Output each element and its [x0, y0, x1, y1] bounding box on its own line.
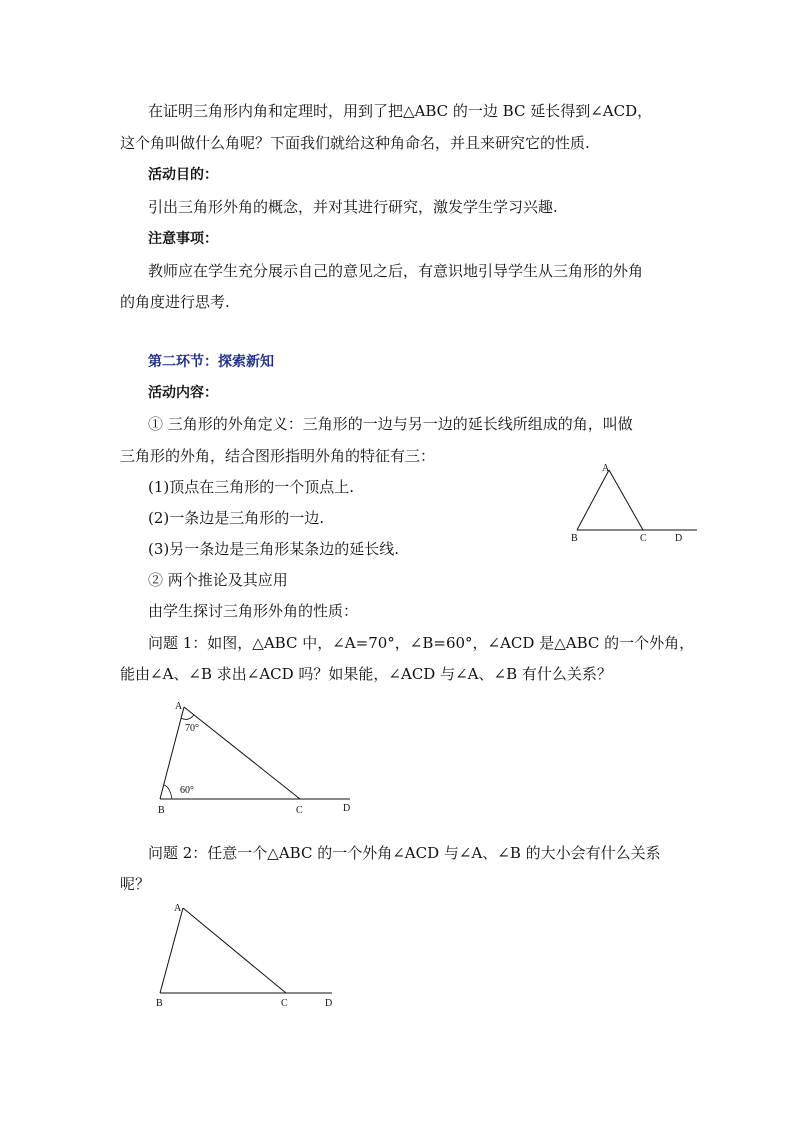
question-2-line-2: 呢？	[120, 875, 151, 893]
inference-heading: ② 两个推论及其应用	[148, 571, 288, 589]
fig2-angle-b: 60°	[180, 785, 194, 796]
note-line-1: 教师应在学生充分展示自己的意见之后，有意识地引导学生从三角形的外角	[148, 262, 644, 280]
fig2-label-a: A	[175, 701, 183, 712]
content-heading: 活动内容：	[148, 385, 218, 401]
note-line-2: 的角度进行思考.	[120, 293, 230, 311]
fig3-label-b: B	[156, 998, 163, 1009]
feature-1: (1)顶点在三角形的一个顶点上.	[148, 478, 355, 496]
goal-text: 引出三角形外角的概念，并对其进行研究，激发学生学习兴趣.	[148, 198, 558, 216]
fig1-label-a: A	[602, 463, 610, 474]
note-heading: 注意事项：	[148, 231, 218, 247]
fig3-label-d: D	[325, 998, 333, 1009]
goal-heading: 活动目的：	[148, 167, 218, 183]
question-1-line-2: 能由∠A、∠B 求出∠ACD 吗？如果能，∠ACD 与∠A、∠B 有什么关系？	[120, 665, 612, 683]
fig1-label-d: D	[675, 533, 683, 544]
intro-line-1: 在证明三角形内角和定理时，用到了把△ABC 的一边 BC 延长得到∠ACD，	[148, 102, 653, 120]
feature-2: (2)一条边是三角形的一边.	[148, 509, 325, 527]
fig1-side-ab	[577, 470, 609, 530]
fig1-label-c: C	[640, 533, 647, 544]
fig2-angle-a-arc	[181, 715, 194, 719]
fig1-side-ac	[609, 470, 643, 530]
fig3-label-a: A	[174, 903, 182, 914]
fig2-angle-b-arc	[164, 785, 172, 799]
definition-line-2: 三角形的外角，结合图形指明外角的特征有三：	[120, 447, 436, 465]
figure-1-triangle	[565, 460, 705, 545]
question-2-line-1: 问题 2：任意一个△ABC 的一个外角∠ACD 与∠A、∠B 的大小会有什么关系	[148, 844, 661, 862]
feature-3: (3)另一条边是三角形某条边的延长线.	[148, 540, 400, 558]
fig1-label-b: B	[571, 533, 578, 544]
fig3-side-ac	[183, 908, 286, 993]
fig2-angle-a: 70°	[185, 723, 199, 734]
fig2-label-d: D	[343, 803, 351, 814]
fig3-label-c: C	[281, 998, 288, 1009]
fig2-label-b: B	[158, 805, 165, 816]
figure-2-triangle	[150, 695, 365, 820]
figure-3-triangle	[150, 900, 345, 1015]
explore-text: 由学生探讨三角形外角的性质：	[148, 602, 359, 620]
definition-line-1: ① 三角形的外角定义：三角形的一边与另一边的延长线所组成的角，叫做	[148, 415, 633, 433]
question-1-line-1: 问题 1：如图，△ABC 中，∠A=70°，∠B=60°，∠ACD 是△ABC 的一个外角，	[148, 634, 695, 652]
intro-line-2: 这个角叫做什么角呢？下面我们就给这种角命名，并且来研究它的性质.	[120, 134, 590, 152]
fig3-side-ab	[160, 908, 183, 993]
fig2-side-ac	[184, 707, 300, 799]
section-heading: 第二环节：探索新知	[148, 354, 274, 370]
fig2-label-c: C	[296, 805, 303, 816]
